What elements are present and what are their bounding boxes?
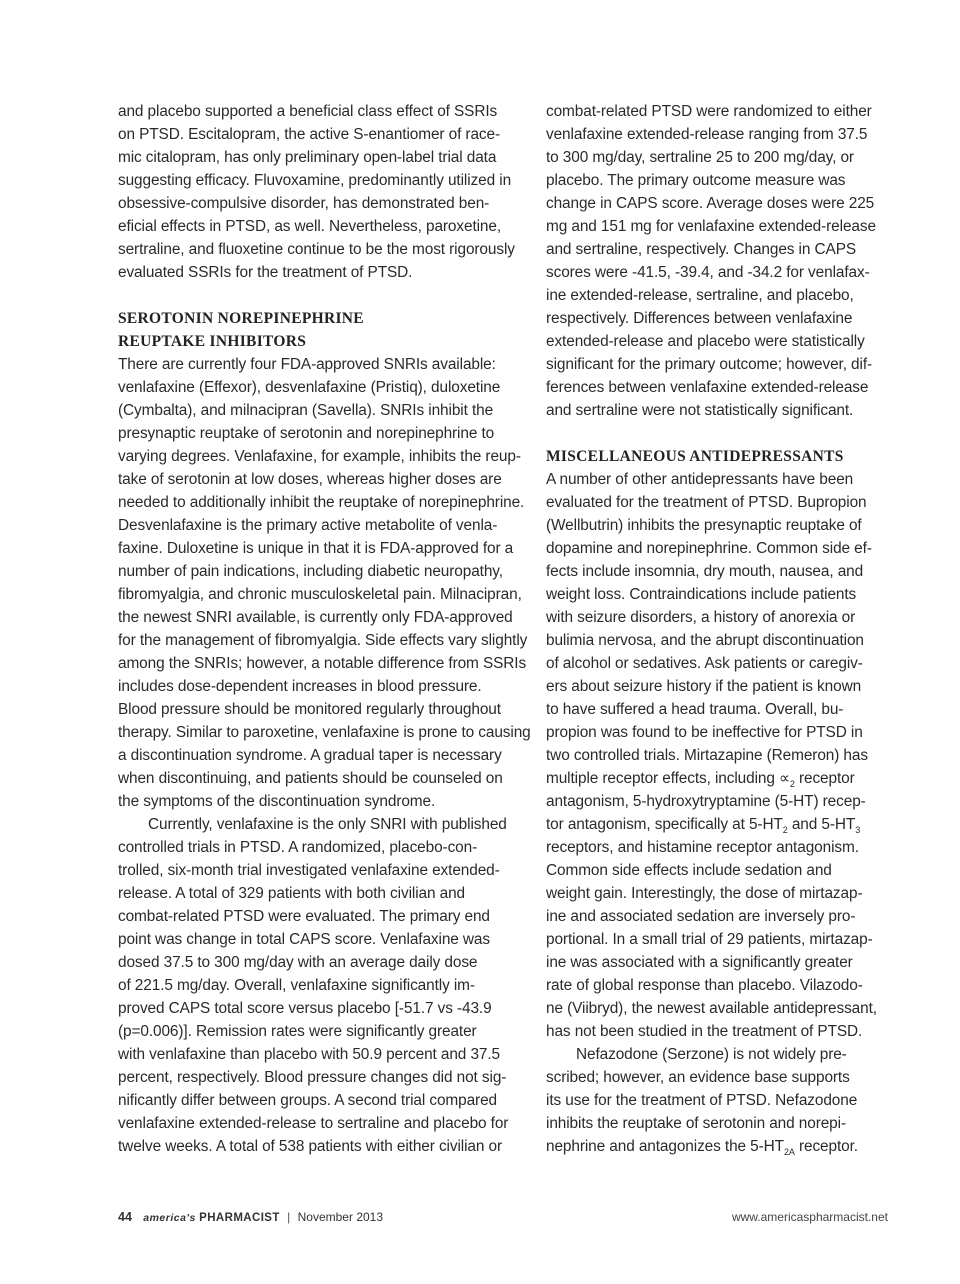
text-line: mg and 151 mg for venlafaxine extended-release: [546, 218, 876, 235]
text-line: to have suffered a head trauma. Overall, bu-: [546, 701, 844, 718]
left-para-3: [118, 813, 510, 1158]
text-fragment: receptor.: [794, 1138, 858, 1155]
right-para-4: [546, 1043, 888, 1158]
left-column: [118, 100, 531, 1158]
misc-heading: MISCELLANEOUS ANTIDEPRESSANTS: [546, 448, 844, 465]
text-line: with venlafaxine than placebo with 50.9 percent and 37.5: [118, 1046, 500, 1063]
page-number: 44: [118, 1210, 132, 1224]
right-para-2: [546, 468, 888, 1043]
text-line: significant for the primary outcome; however, dif-: [546, 356, 873, 373]
text-line: Common side effects include sedation and: [546, 862, 832, 879]
text-line: faxine. Duloxetine is unique in that it is FDA-approved for a: [118, 540, 514, 557]
text-line: of 221.5 mg/day. Overall, venlafaxine significantly im-: [118, 977, 475, 994]
text-line: venlafaxine (Effexor), desvenlafaxine (Pristiq), duloxetine: [118, 379, 501, 396]
text-line: has not been studied in the treatment of PTSD.: [546, 1023, 863, 1040]
text-line: combat-related PTSD were evaluated. The primary end: [118, 908, 490, 925]
text-fragment: receptor: [794, 770, 855, 787]
text-line: proved CAPS total score versus placebo [-51.7 vs -43.9: [118, 1000, 492, 1017]
text-line-last: [546, 1135, 888, 1158]
text-fragment: tor antagonism, specifically at 5-HT: [546, 816, 783, 833]
text-line: antagonism, 5-hydroxytryptamine (5-HT) recep-: [546, 793, 866, 810]
text-line: Currently, venlafaxine is the only SNRI with published: [148, 816, 507, 833]
text-line: take of serotonin at low doses, whereas higher doses are: [118, 471, 502, 488]
magazine-brand-small: america's: [143, 1212, 196, 1224]
text-line: scores were -41.5, -39.4, and -34.2 for venlafax-: [546, 264, 870, 281]
text-line: weight loss. Contraindications include patients: [546, 586, 857, 603]
text-line: with seizure disorders, a history of anorexia or: [546, 609, 856, 626]
text-line: ine was associated with a significantly greater: [546, 954, 853, 971]
subscript: 3: [855, 825, 861, 835]
text-line: percent, respectively. Blood pressure changes did not sig-: [118, 1069, 507, 1086]
text-line: of alcohol or sedatives. Ask patients or caregiv-: [546, 655, 863, 672]
text-line: inhibits the reuptake of serotonin and norepi-: [546, 1115, 846, 1132]
text-line: placebo. The primary outcome measure was: [546, 172, 846, 189]
text-line: varying degrees. Venlafaxine, for example, inhibits the reup-: [118, 448, 521, 465]
text-line: for the management of fibromyalgia. Side effects vary slightly: [118, 632, 528, 649]
text-line: portional. In a small trial of 29 patients, mirtazap-: [546, 931, 873, 948]
text-line: venlafaxine extended-release ranging from 37.5: [546, 126, 868, 143]
footer-separator: |: [287, 1210, 291, 1224]
text-line: the symptoms of the discontinuation syndrome.: [118, 793, 436, 810]
text-line: presynaptic reuptake of serotonin and norepinephrine to: [118, 425, 495, 442]
text-line: release. A total of 329 patients with both civilian and: [118, 885, 466, 902]
text-line: mic citalopram, has only preliminary open-label trial data: [118, 149, 497, 166]
text-line: There are currently four FDA-approved SNRIs available:: [118, 356, 496, 373]
text-line: dosed 37.5 to 300 mg/day with an average daily dose: [118, 954, 478, 971]
text-line: when discontinuing, and patients should be counseled on: [118, 770, 503, 787]
text-line: twelve weeks. A total of 538 patients with either civilian or: [118, 1138, 503, 1155]
text-fragment: nephrine and antagonizes the 5-HT: [546, 1138, 784, 1155]
text-line: sertraline, and fluoxetine continue to be the most rigorously: [118, 241, 515, 258]
text-line: ine extended-release, sertraline, and placebo,: [546, 287, 854, 304]
text-line: trolled, six-month trial investigated venlafaxine extended-: [118, 862, 500, 879]
text-line: Blood pressure should be monitored regularly throughout: [118, 701, 501, 718]
text-line: fects include insomnia, dry mouth, nausea, and: [546, 563, 864, 580]
text-line: receptors, and histamine receptor antagonism.: [546, 839, 859, 856]
text-line: (p=0.006)]. Remission rates were significantly greater: [118, 1023, 477, 1040]
text-fragment: multiple receptor effects, including: [546, 770, 779, 787]
text-line: the newest SNRI available, is currently only FDA-approved: [118, 609, 513, 626]
text-fragment: and 5-HT: [787, 816, 856, 833]
text-line: combat-related PTSD were randomized to either: [546, 103, 872, 120]
text-line: change in CAPS score. Average doses were 225: [546, 195, 875, 212]
text-line-alpha: [546, 767, 888, 790]
text-line: includes dose-dependent increases in blood pressure.: [118, 678, 482, 695]
text-line: venlafaxine extended-release to sertraline and placebo for: [118, 1115, 509, 1132]
text-line: (Wellbutrin) inhibits the presynaptic reuptake of: [546, 517, 862, 534]
text-line: two controlled trials. Mirtazapine (Remeron) has: [546, 747, 868, 764]
text-line: therapy. Similar to paroxetine, venlafaxine is prone to causing: [118, 724, 531, 741]
text-line: to 300 mg/day, sertraline 25 to 200 mg/day, or: [546, 149, 854, 166]
text-line-5ht: [546, 813, 888, 836]
text-line: ne (Viibryd), the newest available antidepressant,: [546, 1000, 877, 1017]
text-line: ine and associated sedation are inversely pro-: [546, 908, 856, 925]
right-para-1: [546, 100, 888, 422]
snri-heading: [118, 307, 510, 353]
text-line: point was change in total CAPS score. Venlafaxine was: [118, 931, 490, 948]
left-para-2: [118, 353, 531, 813]
text-line: eficial effects in PTSD, as well. Nevertheless, paroxetine,: [118, 218, 502, 235]
text-line: controlled trials in PTSD. A randomized, placebo-con-: [118, 839, 478, 856]
heading-line: SEROTONIN NOREPINEPHRINE: [118, 310, 364, 327]
text-line: Nefazodone (Serzone) is not widely pre-: [576, 1046, 847, 1063]
text-line: evaluated for the treatment of PTSD. Bupropion: [546, 494, 867, 511]
issue-date: November 2013: [297, 1210, 384, 1224]
subscript: 2A: [783, 1147, 795, 1157]
text-line: propion was found to be ineffective for PTSD in: [546, 724, 863, 741]
text-line: its use for the treatment of PTSD. Nefazodone: [546, 1092, 858, 1109]
text-line: dopamine and norepinephrine. Common side ef-: [546, 540, 872, 557]
text-line: rate of global response than placebo. Vilazodo-: [546, 977, 863, 994]
text-line: evaluated SSRIs for the treatment of PTSD.: [118, 264, 413, 281]
text-line: and placebo supported a beneficial class effect of SSRIs: [118, 103, 498, 120]
page-footer: [118, 1210, 888, 1230]
text-line: extended-release and placebo were statistically: [546, 333, 865, 350]
text-line: Desvenlafaxine is the primary active metabolite of venla-: [118, 517, 498, 534]
text-line: a discontinuation syndrome. A gradual taper is necessary: [118, 747, 502, 764]
text-line: nificantly differ between groups. A second trial compared: [118, 1092, 498, 1109]
website-url: www.americaspharmacist.net: [731, 1210, 888, 1224]
right-column: [546, 100, 888, 1158]
magazine-brand-big: PHARMACIST: [199, 1212, 280, 1224]
text-line: A number of other antidepressants have been: [546, 471, 854, 488]
text-line: obsessive-compulsive disorder, has demonstrated ben-: [118, 195, 490, 212]
spacer: [118, 284, 510, 307]
text-line: and sertraline were not statistically significant.: [546, 402, 854, 419]
left-para-1: [118, 100, 515, 284]
text-line: weight gain. Interestingly, the dose of mirtazap-: [546, 885, 863, 902]
text-line: among the SNRIs; however, a notable difference from SSRIs: [118, 655, 527, 672]
subscript: 2: [782, 825, 788, 835]
text-line: needed to additionally inhibit the reuptake of norepinephrine.: [118, 494, 525, 511]
spacer: [546, 422, 888, 445]
text-line: suggesting efficacy. Fluvoxamine, predominantly utilized in: [118, 172, 512, 189]
text-line: bulimia nervosa, and the abrupt discontinuation: [546, 632, 864, 649]
text-line: and sertraline, respectively. Changes in CAPS: [546, 241, 857, 258]
subscript: 2: [789, 779, 795, 789]
text-line: number of pain indications, including diabetic neuropathy,: [118, 563, 503, 580]
text-line: ers about seizure history if the patient is known: [546, 678, 862, 695]
text-line: respectively. Differences between venlafaxine: [546, 310, 853, 327]
heading-line: REUPTAKE INHIBITORS: [118, 333, 307, 350]
text-line: (Cymbalta), and milnacipran (Savella). SNRIs inhibit the: [118, 402, 494, 419]
text-line: scribed; however, an evidence base supports: [546, 1069, 850, 1086]
text-line: fibromyalgia, and chronic musculoskeletal pain. Milnacipran,: [118, 586, 522, 603]
alpha-symbol: ∝: [778, 770, 790, 787]
text-line: on PTSD. Escitalopram, the active S-enantiomer of race-: [118, 126, 500, 143]
text-line: ferences between venlafaxine extended-release: [546, 379, 869, 396]
